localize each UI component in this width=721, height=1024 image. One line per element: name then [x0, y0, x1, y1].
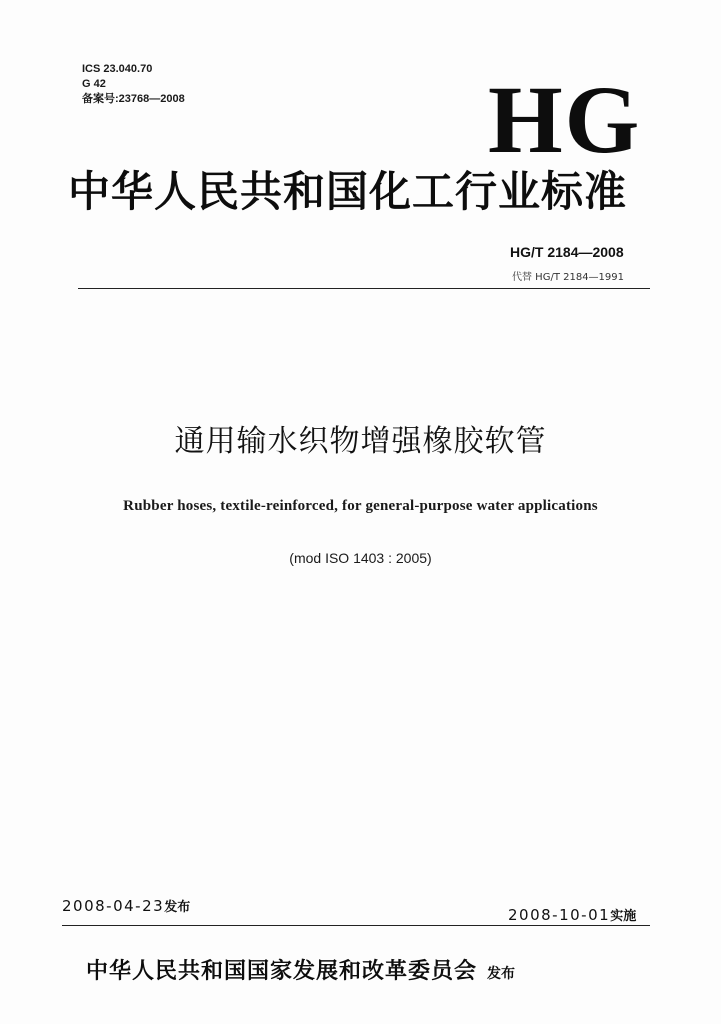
issuing-authority-line	[86, 954, 515, 985]
classification-block	[82, 62, 185, 107]
adoption-reference: (mod ISO 1403 : 2005)	[289, 550, 432, 566]
standard-category-title: 中华人民共和国化工行业标准	[68, 167, 628, 216]
implementation-date-line	[508, 905, 636, 924]
issuing-authority: 中华人民共和国国家发展和改革委员会	[86, 958, 478, 984]
standard-number: HG/T 2184—2008	[510, 244, 624, 260]
issue-label: 发布	[164, 900, 191, 915]
replaces-standard: 代替 HG/T 2184—1991	[512, 272, 625, 283]
implementation-label: 实施	[610, 909, 637, 924]
filing-number: 备案号:23768—2008	[82, 93, 185, 105]
issue-date: 2008-04-23	[62, 897, 165, 915]
category-code: G 42	[82, 78, 106, 90]
document-title-chinese: 通用输水织物增强橡胶软管	[174, 424, 547, 459]
issue-date-line	[62, 896, 190, 915]
standard-code-logo: HG	[488, 66, 642, 173]
ics-code: ICS 23.040.70	[82, 63, 153, 75]
implementation-date: 2008-10-01	[508, 906, 611, 924]
issuer-label: 发布	[487, 966, 516, 982]
document-title-english: Rubber hoses, textile-reinforced, for general-purpose water applications	[123, 498, 598, 514]
header-divider	[78, 288, 650, 289]
footer-divider	[62, 925, 650, 926]
